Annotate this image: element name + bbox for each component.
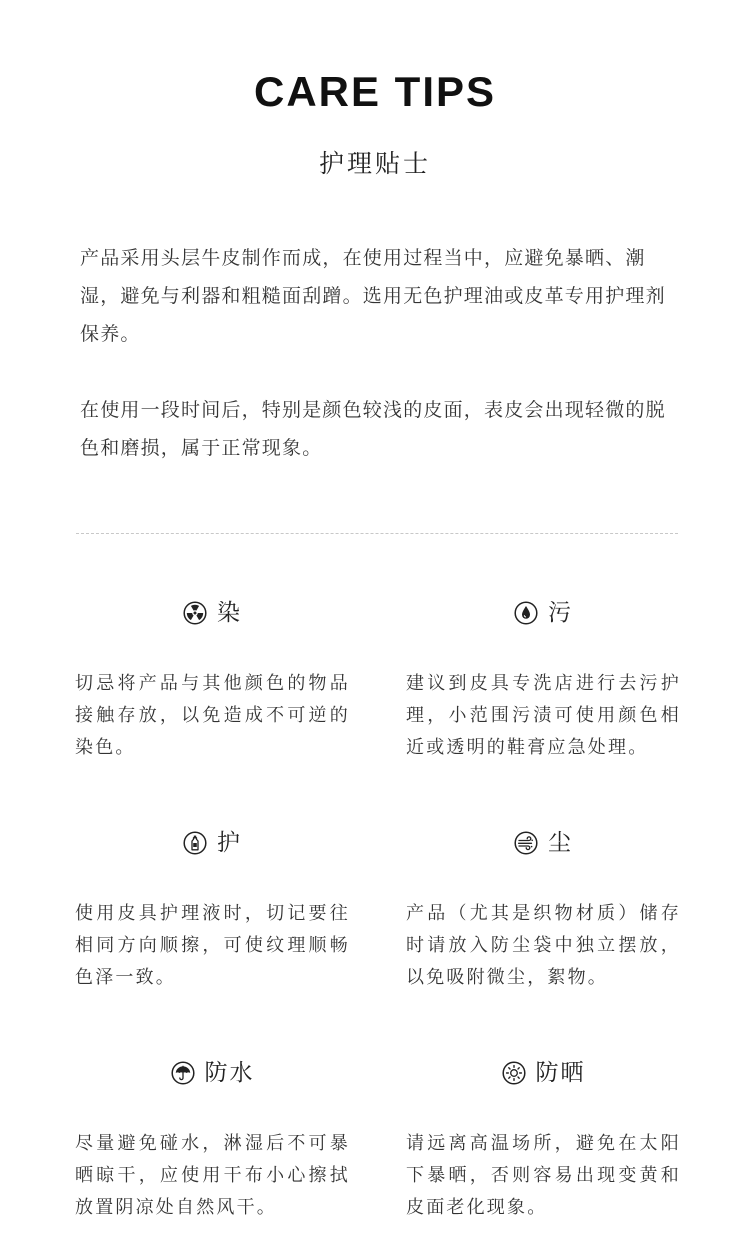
tip-header — [406, 826, 681, 860]
tip-text: 切忌将产品与其他颜色的物品接触存放，以免造成不可逆的染色。 — [75, 673, 350, 758]
tip-header — [406, 1056, 681, 1090]
dust-icon — [514, 831, 538, 855]
sun-icon — [502, 1061, 526, 1085]
tip-header — [406, 596, 681, 630]
section-divider — [76, 533, 678, 534]
tip-care — [75, 826, 350, 994]
intro-paragraph-1: 产品采用头层牛皮制作而成，在使用过程当中，应避免暴晒、潮湿，避免与利器和粗糙面刮蹭。选用无色护理油或皮革专用护理剂保养。 — [80, 247, 666, 345]
page-title: CARE TIPS — [253, 68, 497, 115]
tip-text: 尽量避免碰水，淋湿后不可暴晒晾干，应使用干布小心擦拭放置阴凉处自然风干。 — [75, 1133, 350, 1218]
radiation-icon — [183, 601, 207, 625]
umbrella-icon — [171, 1061, 195, 1085]
tip-dye — [75, 596, 350, 764]
tip-title: 尘 — [548, 830, 573, 856]
tip-header — [75, 826, 350, 860]
tip-text: 建议到皮具专洗店进行去污护理，小范围污渍可使用颜色相近或透明的鞋膏应急处理。 — [406, 673, 681, 758]
tip-title: 防水 — [204, 1060, 255, 1086]
water-drop-icon — [514, 601, 538, 625]
tip-text: 使用皮具护理液时，切记要往相同方向顺擦，可使纹理顺畅色泽一致。 — [75, 903, 350, 988]
tip-waterproof — [75, 1056, 350, 1224]
tip-header — [75, 596, 350, 630]
tip-text: 产品（尤其是织物材质）储存时请放入防尘袋中独立摆放，以免吸附微尘，絮物。 — [406, 903, 681, 988]
tip-sunproof — [406, 1056, 681, 1224]
page-subtitle: 护理贴士 — [318, 149, 431, 178]
tip-stain — [406, 596, 681, 764]
intro-paragraph-2: 在使用一段时间后，特别是颜色较浅的皮面，表皮会出现轻微的脱色和磨损，属于正常现象。 — [80, 399, 666, 459]
tip-title: 染 — [217, 600, 242, 626]
bottle-icon — [183, 831, 207, 855]
tip-header — [75, 1056, 350, 1090]
tip-text: 请远离高温场所，避免在太阳下暴晒，否则容易出现变黄和皮面老化现象。 — [406, 1133, 681, 1218]
tip-dust — [406, 826, 681, 994]
tip-title: 防晒 — [535, 1060, 586, 1086]
tip-title: 污 — [548, 600, 573, 626]
tip-title: 护 — [217, 830, 242, 856]
